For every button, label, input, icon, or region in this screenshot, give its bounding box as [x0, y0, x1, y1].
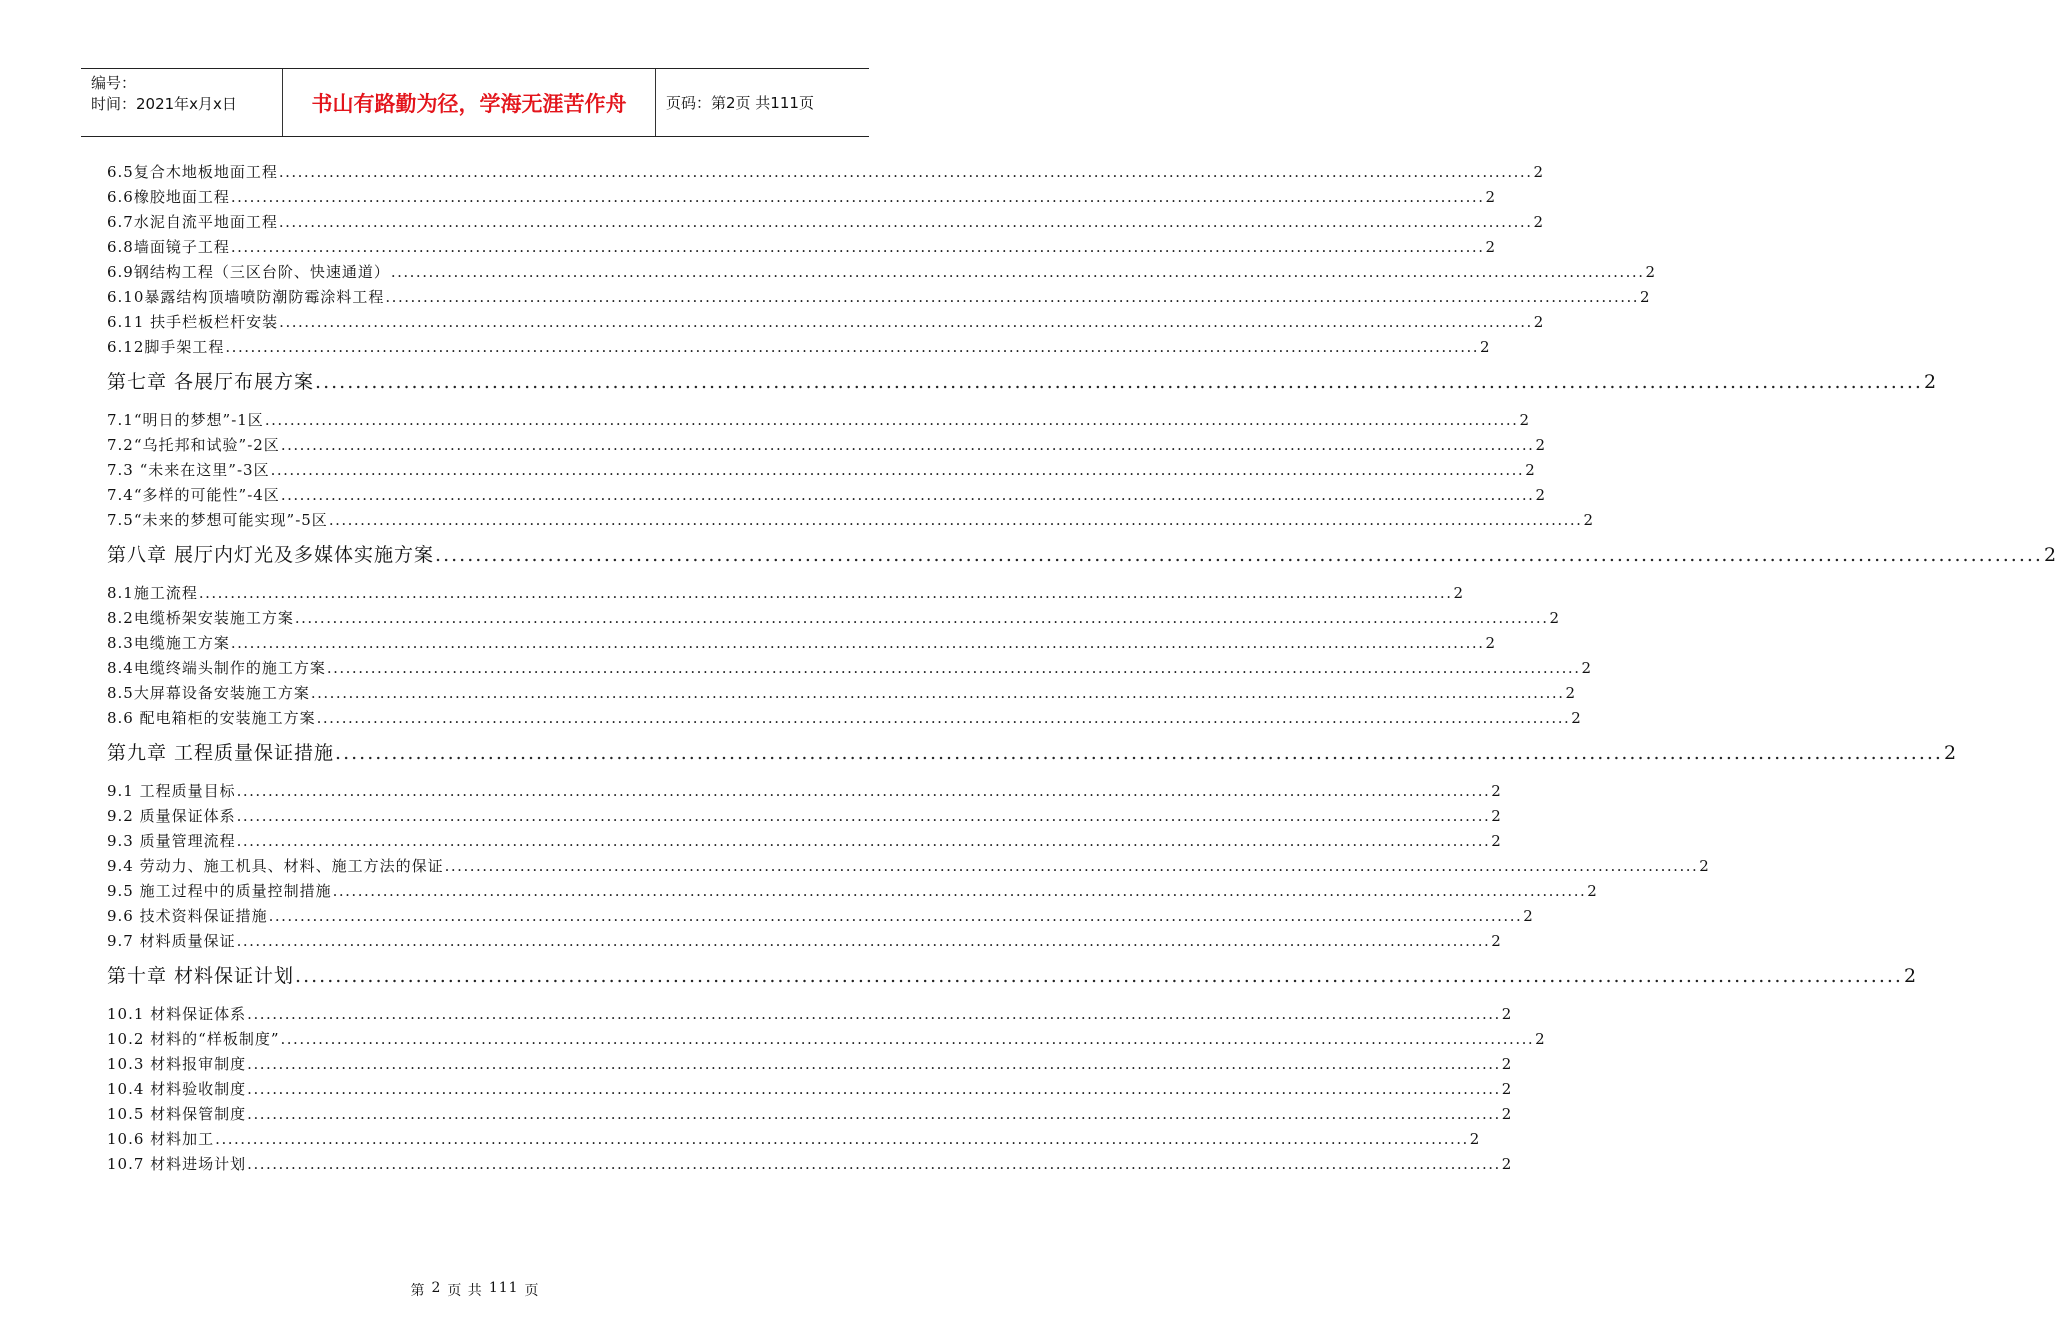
toc-entry-page: 2 [1501, 1005, 1513, 1023]
toc-dot-leader: ........................................................................................................................................................................................................ [310, 684, 1565, 702]
page-header [81, 68, 869, 137]
toc-entry-page: 2 [1581, 659, 1593, 677]
toc-dot-leader: ........................................................................................................................................................................................................ [247, 1105, 1501, 1123]
toc-entry-title: 9.1 工程质量目标 [107, 782, 236, 800]
toc-chapter-entry[interactable] [107, 539, 2057, 571]
toc-entry-page: 2 [1640, 288, 1651, 306]
toc-entry-page: 2 [1519, 411, 1530, 429]
toc-dot-leader: ........................................................................................................................................................................................................ [230, 238, 1485, 256]
toc-entry-page: 2 [1453, 584, 1465, 602]
toc-entry-title: 9.7 材料质量保证 [107, 932, 236, 950]
toc-entry-title: 第七章 各展厅布展方案 [107, 371, 315, 393]
toc-entry-title: 6.10暴露结构顶墙喷防潮防霉涂料工程 [107, 288, 385, 306]
toc-entry[interactable] [107, 829, 1502, 854]
footer-suffix: 页 [524, 1283, 540, 1299]
toc-entry-title: 6.8墙面镜子工程 [107, 238, 230, 256]
toc-entry-page: 2 [1943, 742, 1958, 764]
toc-dot-leader: ........................................................................................................................................................................................................ [390, 263, 1645, 281]
toc-dot-leader: ........................................................................................................................................................................................................ [279, 313, 1533, 331]
toc-entry-title: 8.1施工流程 [107, 584, 198, 602]
toc-entry-title: 10.7 材料进场计划 [107, 1155, 247, 1173]
toc-dot-leader: ........................................................................................................................................................................................................ [236, 782, 1491, 800]
footer-prefix: 第 [410, 1283, 426, 1299]
toc-entry[interactable] [107, 1002, 1513, 1027]
toc-entry[interactable] [107, 285, 1651, 310]
toc-chapter-entry[interactable] [107, 960, 1918, 992]
toc-entry-page: 2 [1491, 832, 1502, 850]
toc-entry-page: 2 [1645, 263, 1657, 281]
toc-entry-title: 6.7水泥自流平地面工程 [107, 213, 278, 231]
toc-entry-title: 9.6 技术资料保证措施 [107, 907, 268, 925]
toc-entry-title: 7.2“乌托邦和试验”-2区 [107, 436, 280, 454]
document-number-label: 编号： [91, 74, 137, 92]
document-date: 时间：2021年x月x日 [91, 95, 237, 113]
toc-entry[interactable] [107, 1052, 1513, 1077]
toc-entry-page: 2 [1583, 511, 1594, 529]
toc-dot-leader: ........................................................................................................................................................................................................ [270, 461, 1525, 479]
toc-entry[interactable] [107, 631, 1497, 656]
toc-entry[interactable] [107, 408, 1530, 433]
toc-entry-title: 8.3电缆施工方案 [107, 634, 230, 652]
toc-dot-leader: ........................................................................................................................................................................................................ [225, 338, 1480, 356]
toc-entry-page: 2 [1485, 188, 1497, 206]
toc-dot-leader: ........................................................................................................................................................................................................ [326, 659, 1581, 677]
toc-dot-leader: ........................................................................................................................................................................................................ [247, 1005, 1501, 1023]
toc-entry[interactable] [107, 433, 1546, 458]
toc-entry-page: 2 [1549, 609, 1561, 627]
toc-entry-title: 第八章 展厅内灯光及多媒体实施方案 [107, 544, 435, 566]
toc-dot-leader: ........................................................................................................................................................................................................ [444, 857, 1699, 875]
header-motto: 书山有路勤为径，学海无涯苦作舟 [283, 69, 656, 136]
toc-dot-leader: ........................................................................................................................................................................................................ [236, 932, 1491, 950]
toc-entry-title: 10.3 材料报审制度 [107, 1055, 247, 1073]
toc-entry[interactable] [107, 185, 1497, 210]
toc-entry[interactable] [107, 1077, 1513, 1102]
toc-entry[interactable] [107, 1152, 1513, 1177]
toc-dot-leader: ........................................................................................................................................................................................................ [198, 584, 1453, 602]
toc-entry-page: 2 [1699, 857, 1710, 875]
toc-entry-page: 2 [1533, 163, 1545, 181]
toc-entry-page: 2 [1485, 634, 1497, 652]
toc-dot-leader: ........................................................................................................................................................................................................ [247, 1080, 1501, 1098]
header-meta [81, 69, 283, 136]
toc-entry[interactable] [107, 483, 1546, 508]
toc-entry[interactable] [107, 1127, 1481, 1152]
toc-dot-leader: ........................................................................................................................................................................................................ [295, 965, 1903, 987]
toc-dot-leader: ........................................................................................................................................................................................................ [294, 609, 1549, 627]
toc-entry-title: 7.1“明日的梦想”-1区 [107, 411, 264, 429]
toc-entry-title: 9.4 劳动力、施工机具、材料、施工方法的保证 [107, 857, 444, 875]
toc-entry-title: 8.2电缆桥架安装施工方案 [107, 609, 294, 627]
toc-entry[interactable] [107, 160, 1545, 185]
toc-dot-leader: ........................................................................................................................................................................................................ [247, 1155, 1501, 1173]
toc-entry-page: 2 [1469, 1130, 1481, 1148]
toc-entry[interactable] [107, 681, 1577, 706]
toc-dot-leader: ........................................................................................................................................................................................................ [230, 634, 1485, 652]
toc-dot-leader: ........................................................................................................................................................................................................ [385, 288, 1640, 306]
toc-entry-title: 7.4“多样的可能性”-4区 [107, 486, 280, 504]
toc-dot-leader: ........................................................................................................................................................................................................ [335, 742, 1943, 764]
toc-entry-page: 2 [1587, 882, 1598, 900]
toc-entry-title: 6.5复合木地板地面工程 [107, 163, 278, 181]
toc-entry[interactable] [107, 804, 1502, 829]
toc-entry-title: 10.2 材料的“样板制度” [107, 1030, 280, 1048]
toc-entry-title: 7.5“未来的梦想可能实现”-5区 [107, 511, 328, 529]
toc-entry-title: 10.5 材料保管制度 [107, 1105, 247, 1123]
toc-dot-leader: ........................................................................................................................................................................................................ [264, 411, 1519, 429]
toc-entry-page: 2 [1501, 1080, 1513, 1098]
toc-entry-page: 2 [1491, 932, 1502, 950]
toc-dot-leader: ........................................................................................................................................................................................................ [278, 213, 1533, 231]
toc-entry[interactable] [107, 260, 1657, 285]
toc-entry-page: 2 [1525, 461, 1536, 479]
toc-entry-page: 2 [1535, 436, 1546, 454]
toc-entry-page: 2 [1565, 684, 1577, 702]
toc-entry-title: 10.6 材料加工 [107, 1130, 215, 1148]
toc-entry-page: 2 [1533, 213, 1545, 231]
toc-entry-title: 10.4 材料验收制度 [107, 1080, 247, 1098]
toc-dot-leader: ........................................................................................................................................................................................................ [236, 807, 1491, 825]
toc-entry[interactable] [107, 310, 1545, 335]
toc-entry[interactable] [107, 581, 1465, 606]
toc-entry-page: 2 [1501, 1055, 1513, 1073]
toc-entry-title: 6.9钢结构工程（三区台阶、快速通道） [107, 263, 390, 281]
toc-dot-leader: ........................................................................................................................................................................................................ [435, 544, 2043, 566]
toc-entry-page: 2 [1485, 238, 1497, 256]
toc-entry[interactable] [107, 235, 1497, 260]
toc-entry[interactable] [107, 929, 1502, 954]
toc-entry-title: 8.6 配电箱柜的安装施工方案 [107, 709, 316, 727]
toc-entry-title: 9.3 质量管理流程 [107, 832, 236, 850]
footer-page-number: 2 [431, 1280, 442, 1296]
toc-entry-page: 2 [1903, 965, 1918, 987]
toc-dot-leader: ........................................................................................................................................................................................................ [316, 709, 1571, 727]
toc-entry[interactable] [107, 1027, 1546, 1052]
toc-entry-title: 8.4电缆终端头制作的施工方案 [107, 659, 326, 677]
toc-dot-leader: ........................................................................................................................................................................................................ [236, 832, 1491, 850]
toc-entry[interactable] [107, 508, 1594, 533]
toc-entry-page: 2 [1535, 1030, 1546, 1048]
toc-dot-leader: ........................................................................................................................................................................................................ [268, 907, 1523, 925]
footer-total-pages: 111 [488, 1280, 519, 1296]
footer-middle: 页 共 [447, 1283, 483, 1299]
toc-entry[interactable] [107, 656, 1593, 681]
toc-entry-page: 2 [1501, 1105, 1513, 1123]
toc-entry[interactable] [107, 854, 1710, 879]
toc-entry-page: 2 [2043, 544, 2057, 566]
toc-entry-page: 2 [1501, 1155, 1513, 1173]
toc-entry[interactable] [107, 706, 1582, 731]
toc-entry-title: 9.2 质量保证体系 [107, 807, 236, 825]
toc-entry-page: 2 [1535, 486, 1546, 504]
toc-entry-title: 9.5 施工过程中的质量控制措施 [107, 882, 332, 900]
toc-dot-leader: ........................................................................................................................................................................................................ [247, 1055, 1501, 1073]
header-page-info: 页码：第2页 共111页 [666, 94, 814, 112]
toc-entry-title: 第九章 工程质量保证措施 [107, 742, 335, 764]
toc-entry-title: 8.5大屏幕设备安装施工方案 [107, 684, 310, 702]
toc-dot-leader: ........................................................................................................................................................................................................ [328, 511, 1583, 529]
toc-dot-leader: ........................................................................................................................................................................................................ [332, 882, 1587, 900]
toc-entry[interactable] [107, 879, 1598, 904]
toc-dot-leader: ........................................................................................................................................................................................................ [280, 1030, 1535, 1048]
toc-entry-page: 2 [1491, 782, 1502, 800]
toc-entry-title: 10.1 材料保证体系 [107, 1005, 247, 1023]
toc-entry-title: 6.6橡胶地面工程 [107, 188, 230, 206]
toc-dot-leader: ........................................................................................................................................................................................................ [315, 371, 1923, 393]
toc-dot-leader: ........................................................................................................................................................................................................ [280, 436, 1535, 454]
toc-entry-title: 6.11 扶手栏板栏杆安装 [107, 313, 279, 331]
toc-entry-title: 第十章 材料保证计划 [107, 965, 295, 987]
toc-entry-title: 6.12脚手架工程 [107, 338, 225, 356]
toc-entry[interactable] [107, 779, 1502, 804]
toc-chapter-entry[interactable] [107, 366, 1938, 398]
toc-entry[interactable] [107, 606, 1561, 631]
toc-chapter-entry[interactable] [107, 737, 1958, 769]
toc-entry-page: 2 [1533, 313, 1545, 331]
toc-entry[interactable] [107, 210, 1545, 235]
toc-entry-page: 2 [1491, 807, 1502, 825]
toc-entry-title: 7.3 “未来在这里”-3区 [107, 461, 270, 479]
toc-dot-leader: ........................................................................................................................................................................................................ [278, 163, 1533, 181]
toc-entry[interactable] [107, 335, 1491, 360]
toc-entry[interactable] [107, 458, 1536, 483]
toc-entry-page: 2 [1480, 338, 1491, 356]
page-footer [0, 1280, 950, 1300]
toc-dot-leader: ........................................................................................................................................................................................................ [215, 1130, 1469, 1148]
toc-entry[interactable] [107, 1102, 1513, 1127]
table-of-contents [107, 160, 2057, 1177]
toc-entry[interactable] [107, 904, 1534, 929]
toc-dot-leader: ........................................................................................................................................................................................................ [230, 188, 1485, 206]
toc-dot-leader: ........................................................................................................................................................................................................ [280, 486, 1535, 504]
toc-entry-page: 2 [1923, 371, 1938, 393]
toc-entry-page: 2 [1523, 907, 1534, 925]
toc-entry-page: 2 [1571, 709, 1582, 727]
